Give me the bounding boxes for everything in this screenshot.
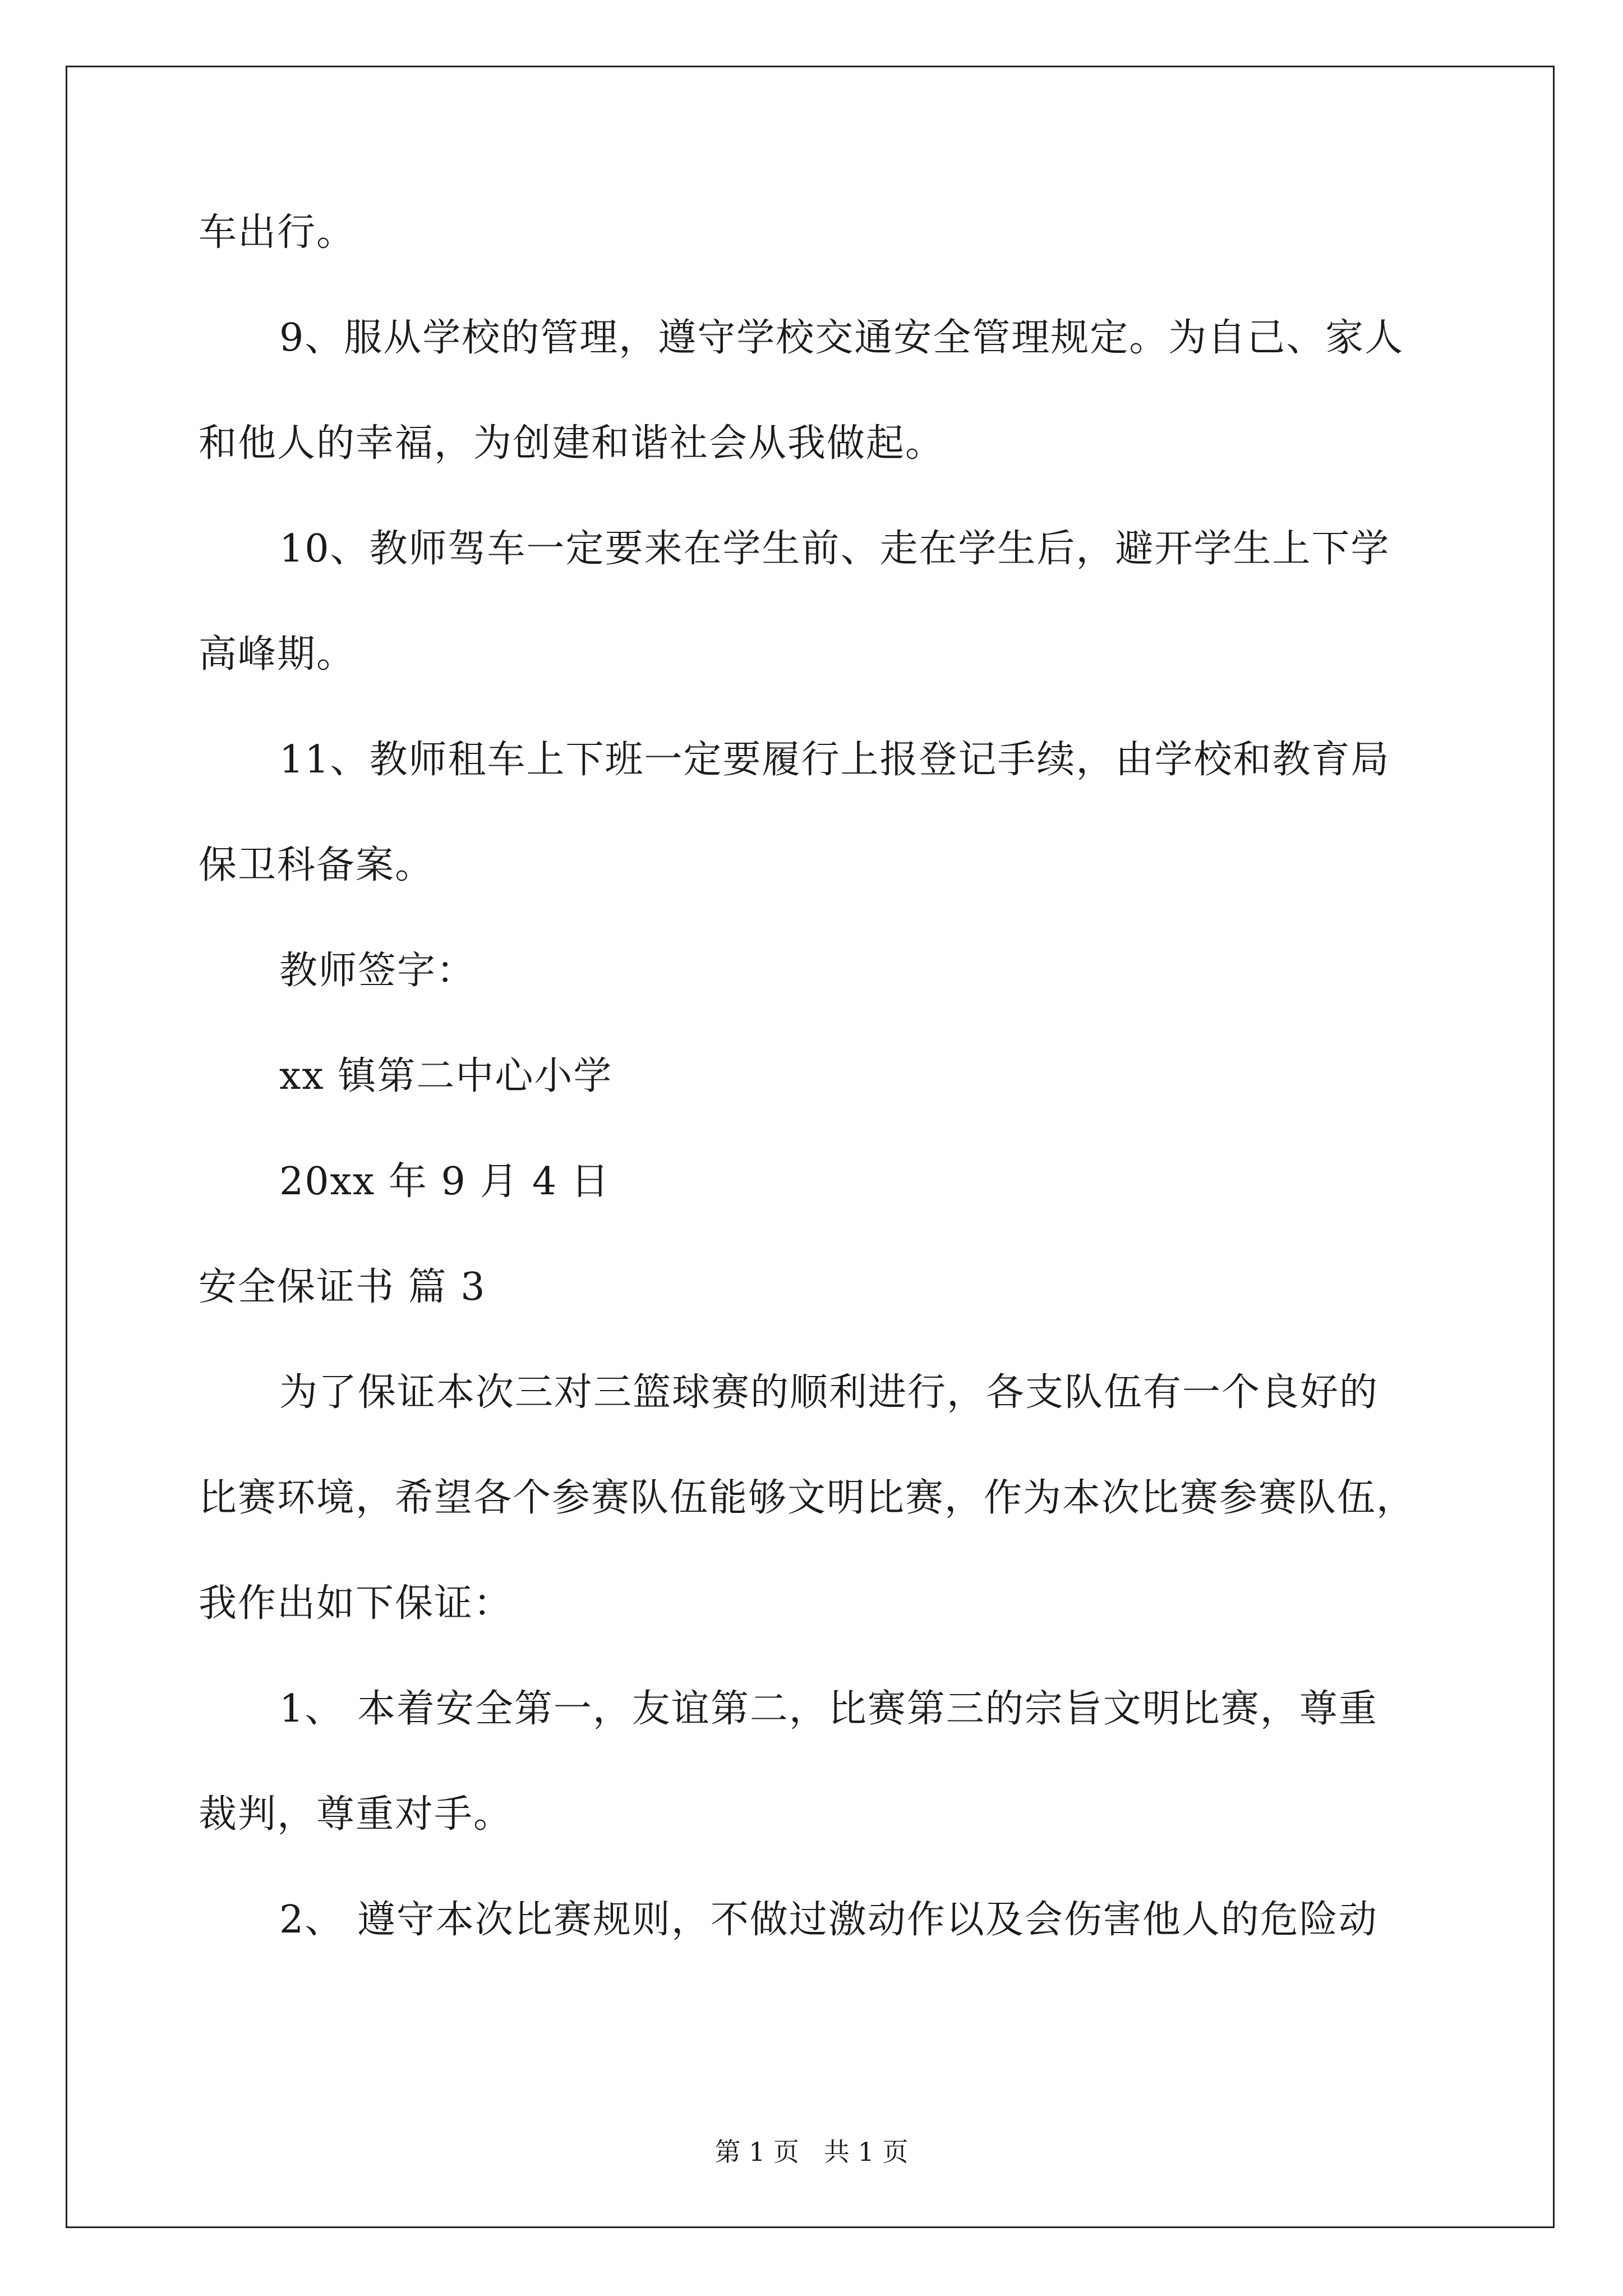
paragraph-line: 10、教师驾车一定要来在学生前、走在学生后，避开学生上下学 (279, 527, 1390, 571)
paragraph-line: 和他人的幸福，为创建和谐社会从我做起。 (199, 421, 945, 466)
page-footer (0, 2136, 1623, 2168)
paragraph-line: 为了保证本次三对三篮球赛的顺利进行，各支队伍有一个良好的 (279, 1370, 1379, 1415)
signature-label: 教师签字： (279, 949, 476, 993)
paragraph-line: 高峰期。 (199, 632, 356, 677)
paragraph-line: 9、服从学校的管理，遵守学校交通安全管理规定。为自己、家人 (279, 316, 1404, 360)
paragraph-line: 1、 本着安全第一，友谊第二，比赛第三的宗旨文明比赛，尊重 (279, 1687, 1378, 1731)
paragraph-line: 11、教师租车上下班一定要履行上报登记手续，由学校和教育局 (279, 738, 1390, 782)
section-heading: 安全保证书 篇 3 (199, 1265, 486, 1309)
school-name: xx 镇第二中心小学 (279, 1054, 613, 1098)
paragraph-line: 我作出如下保证： (199, 1581, 513, 1626)
paragraph-line: 车出行。 (199, 210, 356, 255)
paragraph-line: 2、 遵守本次比赛规则，不做过激动作以及会伤害他人的危险动 (279, 1898, 1378, 1942)
paragraph-line: 裁判，尊重对手。 (199, 1792, 513, 1837)
date-line: 20xx 年 9 月 4 日 (279, 1159, 610, 1204)
paragraph-line: 比赛环境，希望各个参赛队伍能够文明比赛，作为本次比赛参赛队伍， (199, 1476, 1416, 1520)
paragraph-line: 保卫科备案。 (199, 843, 435, 887)
page-total: 共 1 页 (824, 2137, 909, 2167)
page-number: 第 1 页 (714, 2137, 799, 2167)
